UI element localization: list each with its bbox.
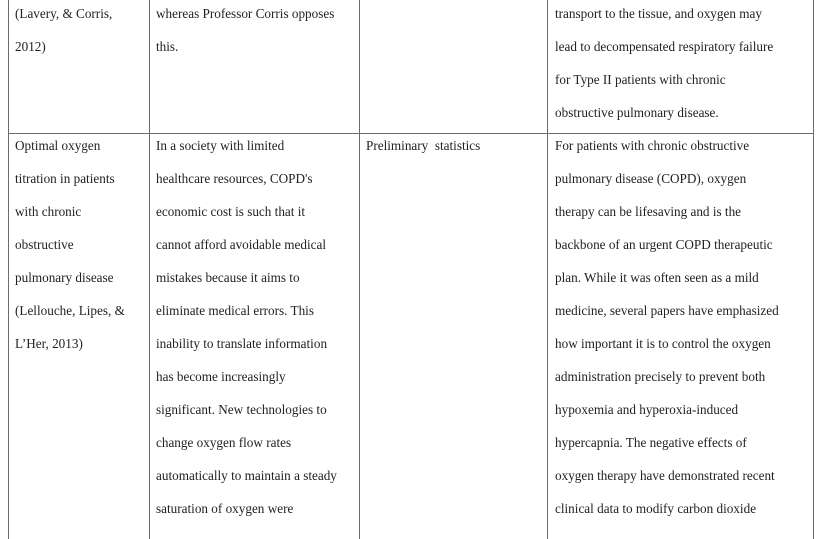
text-line: change oxygen flow rates <box>156 435 292 450</box>
text-line: this. <box>156 39 179 54</box>
text-line: economic cost is such that it <box>156 204 306 219</box>
text-line: medicine, several papers have emphasized <box>555 303 779 318</box>
text-line: automatically to maintain a steady <box>156 468 337 483</box>
text-line: For patients with chronic obstructive <box>555 138 750 153</box>
text-line: Preliminary statistics <box>366 138 481 153</box>
text-line: obstructive <box>15 237 74 252</box>
text-line: hypercapnia. The negative effects of <box>555 435 747 450</box>
text-line: for Type II patients with chronic <box>555 72 726 87</box>
text-line: pulmonary disease <box>15 270 114 285</box>
text-line: (Lellouche, Lipes, & <box>15 303 125 318</box>
text-line: oxygen therapy have demonstrated recent <box>555 468 775 483</box>
text-line: clinical data to modify carbon dioxide <box>555 501 757 516</box>
row2-col4-cell <box>555 129 779 525</box>
table-border-left <box>8 0 9 539</box>
text-line: mistakes because it aims to <box>156 270 300 285</box>
text-line: obstructive pulmonary disease. <box>555 105 719 120</box>
text-line: has become increasingly <box>156 369 286 384</box>
row2-col2-cell <box>156 129 337 525</box>
text-line: therapy can be lifesaving and is the <box>555 204 742 219</box>
column-divider-3 <box>547 0 548 539</box>
text-line: 2012) <box>15 39 46 54</box>
column-divider-1 <box>149 0 150 539</box>
row1-col4-cell <box>555 0 773 129</box>
table-border-right <box>813 0 814 539</box>
text-line: lead to decompensated respiratory failure <box>555 39 774 54</box>
text-line: (Lavery, & Corris, <box>15 6 113 21</box>
text-line: administration precisely to prevent both <box>555 369 766 384</box>
text-line: with chronic <box>15 204 82 219</box>
text-line: In a society with limited <box>156 138 285 153</box>
text-line: significant. New technologies to <box>156 402 327 417</box>
row1-col2-cell <box>156 0 334 63</box>
text-line: inability to translate information <box>156 336 328 351</box>
text-line: how important it is to control the oxygen <box>555 336 771 351</box>
row1-col1-cell <box>15 0 112 63</box>
text-line: saturation of oxygen were <box>156 501 294 516</box>
column-divider-2 <box>359 0 360 539</box>
text-line: Optimal oxygen <box>15 138 101 153</box>
text-line: eliminate medical errors. This <box>156 303 314 318</box>
text-line: pulmonary disease (COPD), oxygen <box>555 171 747 186</box>
text-line: transport to the tissue, and oxygen may <box>555 6 762 21</box>
text-line: L’Her, 2013) <box>15 336 83 351</box>
text-line: hypoxemia and hyperoxia-induced <box>555 402 739 417</box>
text-line: backbone of an urgent COPD therapeutic <box>555 237 773 252</box>
row2-col1-cell <box>15 129 125 360</box>
row2-col3-cell <box>366 129 480 162</box>
text-line: titration in patients <box>15 171 115 186</box>
text-line: cannot afford avoidable medical <box>156 237 327 252</box>
text-line: plan. While it was often seen as a mild <box>555 270 759 285</box>
text-line: healthcare resources, COPD's <box>156 171 313 186</box>
document-table <box>8 0 814 539</box>
text-line: whereas Professor Corris opposes <box>156 6 335 21</box>
